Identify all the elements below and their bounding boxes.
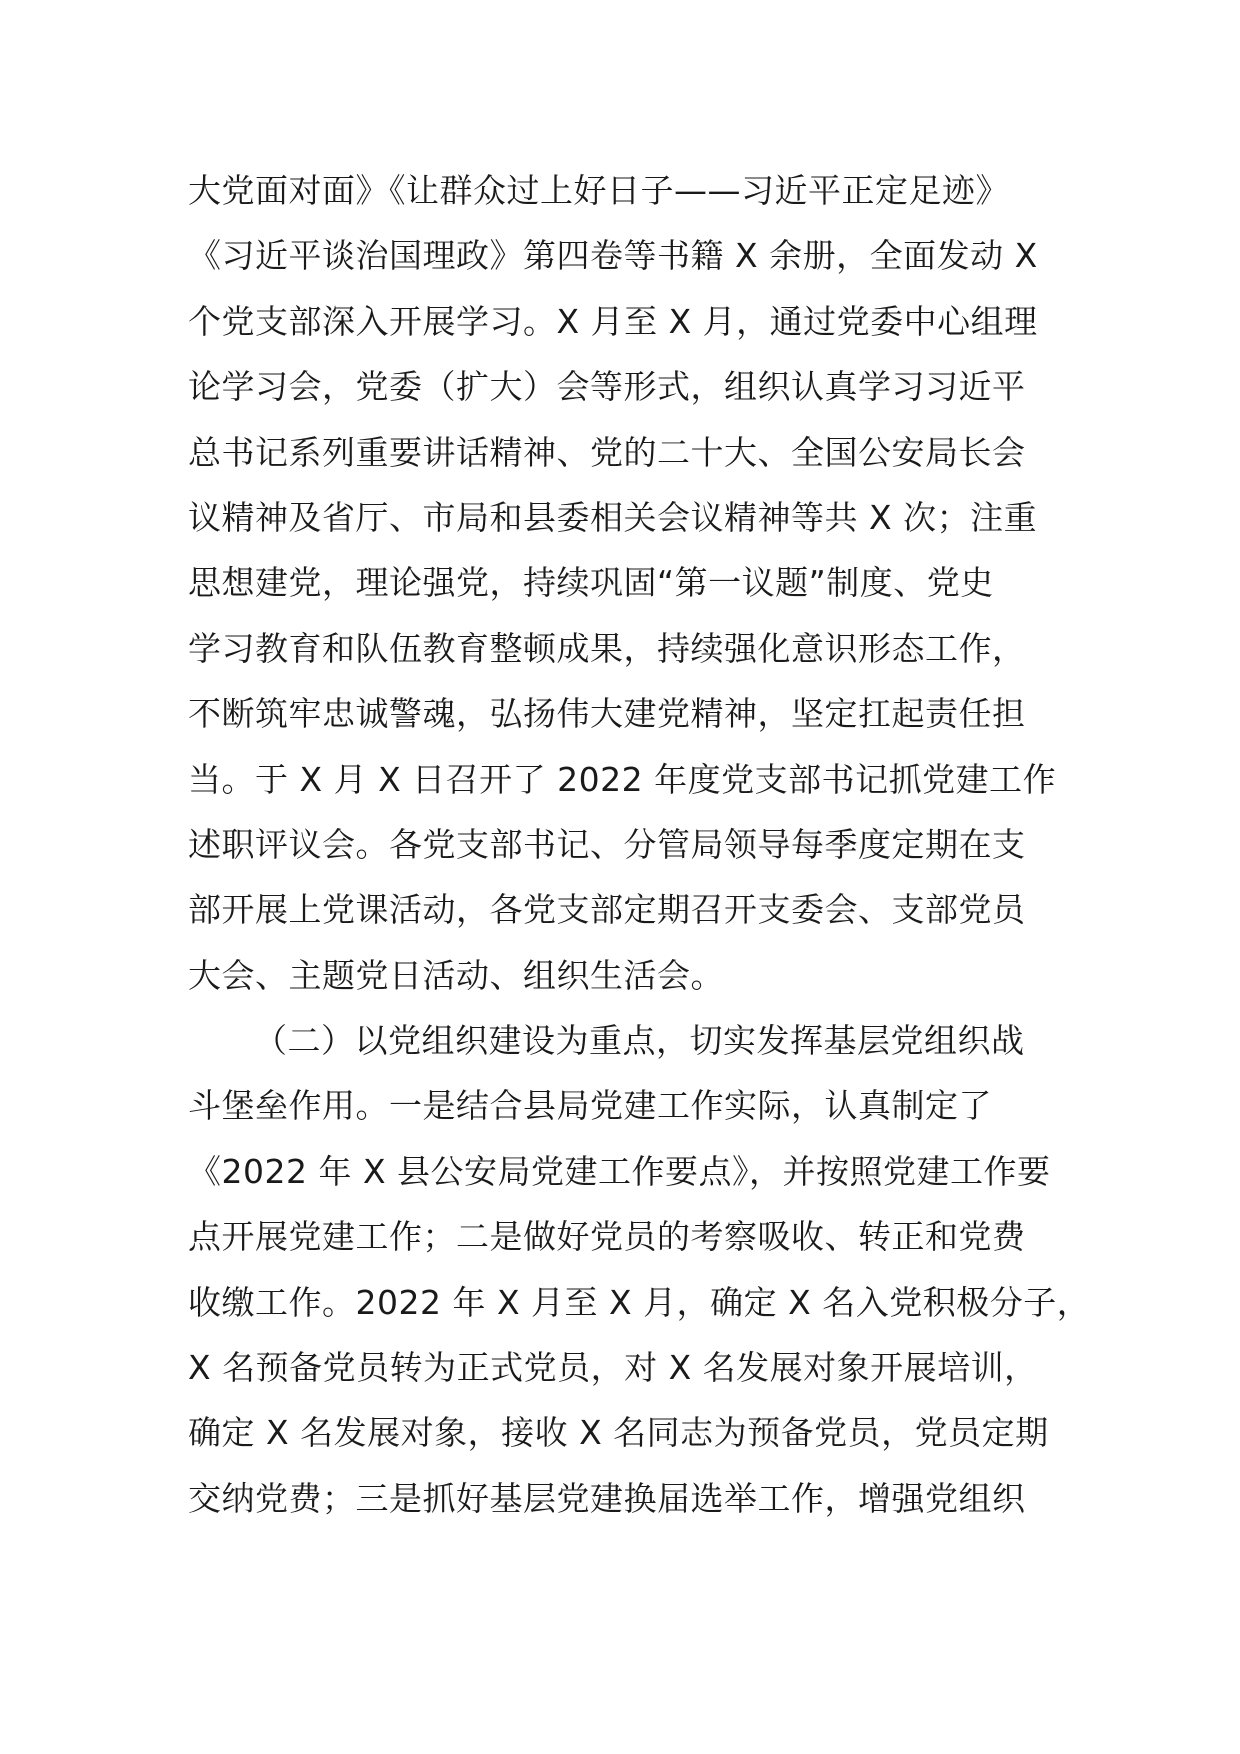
text-line: 大党面对面》《让群众过上好日子——习近平正定足迹》 xyxy=(188,171,1009,210)
text-line: 部开展上党课活动，各党支部定期召开支委会、支部党员 xyxy=(188,890,1026,930)
text-line: 述职评议会。各党支部书记、分管局领导每季度定期在支 xyxy=(188,824,1026,864)
text-line: 《习近平谈治国理政》第四卷等书籍 X 余册，全面发动 X xyxy=(188,236,1038,276)
text-line: 论学习会，党委（扩大）会等形式，组织认真学习习近平 xyxy=(188,367,1026,407)
text-line: 《2022 年 X 县公安局党建工作要点》，并按照党建工作要 xyxy=(188,1151,1051,1191)
text-line: 总书记系列重要讲话精神、党的二十大、全国公安局长会 xyxy=(188,432,1026,472)
text-line: 确定 X 名发展对象，接收 X 名同志为预备党员，党员定期 xyxy=(188,1413,1049,1453)
text-line: 学习教育和队伍教育整顿成果，持续强化意识形态工作， xyxy=(188,628,1026,668)
text-line: X 名预备党员转为正式党员，对 X 名发展对象开展培训， xyxy=(188,1348,1038,1388)
paragraph-start-line: （二）以党组织建设为重点，切实发挥基层党组织战 xyxy=(254,1021,1025,1061)
text-line: 思想建党，理论强党，持续巩固“第一议题”制度、党史 xyxy=(188,563,994,603)
text-line: 交纳党费；三是抓好基层党建换届选举工作，增强党组织 xyxy=(188,1478,1026,1518)
text-line: 个党支部深入开展学习。X 月至 X 月，通过党委中心组理 xyxy=(188,301,1038,341)
text-line: 斗堡垒作用。一是结合县局党建工作实际，认真制定了 xyxy=(188,1086,992,1126)
text-line: 当。于 X 月 X 日召开了 2022 年度党支部书记抓党建工作 xyxy=(188,759,1057,799)
text-line: 不断筑牢忠诚警魂，弘扬伟大建党精神，坚定扛起责任担 xyxy=(188,694,1026,734)
text-line: 收缴工作。2022 年 X 月至 X 月，确定 X 名入党积极分子， xyxy=(188,1282,1091,1322)
text-line: 点开展党建工作；二是做好党员的考察吸收、转正和党费 xyxy=(188,1217,1026,1257)
body-text xyxy=(188,158,1091,1531)
text-line: 议精神及省厅、市局和县委相关会议精神等共 X 次；注重 xyxy=(188,497,1038,537)
text-line: 大会、主题党日活动、组织生活会。 xyxy=(188,955,724,995)
